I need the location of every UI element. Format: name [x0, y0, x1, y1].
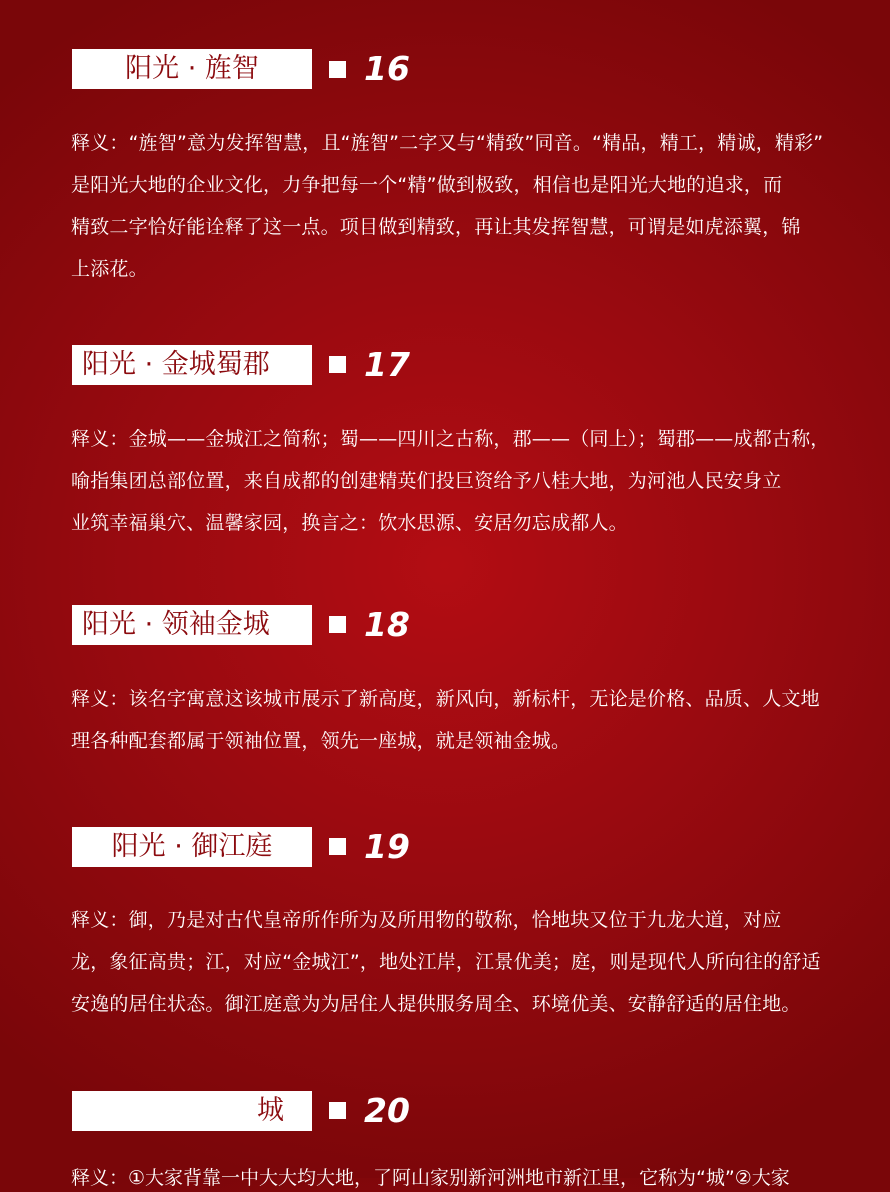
entry-number: 18 — [364, 605, 410, 644]
entry-description — [71, 678, 831, 762]
entry-number: 19 — [364, 827, 410, 866]
description-line: 释义：该名字寓意这该城市展示了新高度，新风向，新标杆，无论是价格、品质、人文地 — [71, 688, 820, 710]
square-bullet-icon — [329, 61, 346, 78]
description-line: 龙，象征高贵；江，对应“金城江”，地处江岸，江景优美；庭，则是现代人所向往的舒适 — [71, 951, 821, 973]
description-line: 业筑幸福巢穴、温馨家园，换言之：饮水思源、安居勿忘成都人。 — [71, 512, 628, 534]
entry-title: 阳光 · 金城蜀郡 — [72, 345, 312, 385]
description-line: 释义：金城——金城江之简称；蜀——四川之古称，郡——（同上）；蜀郡——成都古称， — [71, 428, 830, 450]
description-line: 安逸的居住状态。御江庭意为为居住人提供服务周全、环境优美、安静舒适的居住地。 — [71, 993, 801, 1015]
description-line: 上添花。 — [71, 258, 148, 280]
entry-title-tail: 城 — [257, 1095, 284, 1126]
square-bullet-icon — [329, 838, 346, 855]
entry-number: 20 — [364, 1091, 410, 1130]
description-line: 是阳光大地的企业文化，力争把每一个“精”做到极致，相信也是阳光大地的追求，而 — [71, 174, 783, 196]
description-line: 喻指集团总部位置，来自成都的创建精英们投巨资给予八桂大地，为河池人民安身立 — [71, 470, 782, 492]
entry-title: 阳光 · 御江庭 — [72, 827, 312, 867]
description-line: 理各种配套都属于领袖位置，领先一座城，就是领袖金城。 — [71, 730, 571, 752]
entry-title: 阳光 · 旌智 — [72, 49, 312, 89]
square-bullet-icon — [329, 356, 346, 373]
entry-description — [71, 899, 831, 1025]
entry-title — [72, 1091, 312, 1131]
description-line: 释义：御，乃是对古代皇帝所作所为及所用物的敬称，恰地块又位于九龙大道，对应 — [71, 909, 782, 931]
entry-number: 17 — [364, 345, 410, 384]
entry-number: 16 — [364, 49, 410, 88]
square-bullet-icon — [329, 1102, 346, 1119]
description-line: 精致二字恰好能诠释了这一点。项目做到精致，再让其发挥智慧，可谓是如虎添翼，锦 — [71, 216, 801, 238]
entry-description — [71, 418, 831, 544]
description-line: 释义：“旌智”意为发挥智慧，且“旌智”二字又与“精致”同音。“精品，精工，精诚，精彩” — [71, 132, 824, 154]
entry-description — [71, 122, 831, 290]
square-bullet-icon — [329, 616, 346, 633]
entry-title: 阳光 · 领袖金城 — [72, 605, 312, 645]
entry-description-cut: 释义：①大家背靠一中大大均大地，了阿山家别新河洲地市新江里，它称为“城”②大家 — [71, 1167, 790, 1189]
